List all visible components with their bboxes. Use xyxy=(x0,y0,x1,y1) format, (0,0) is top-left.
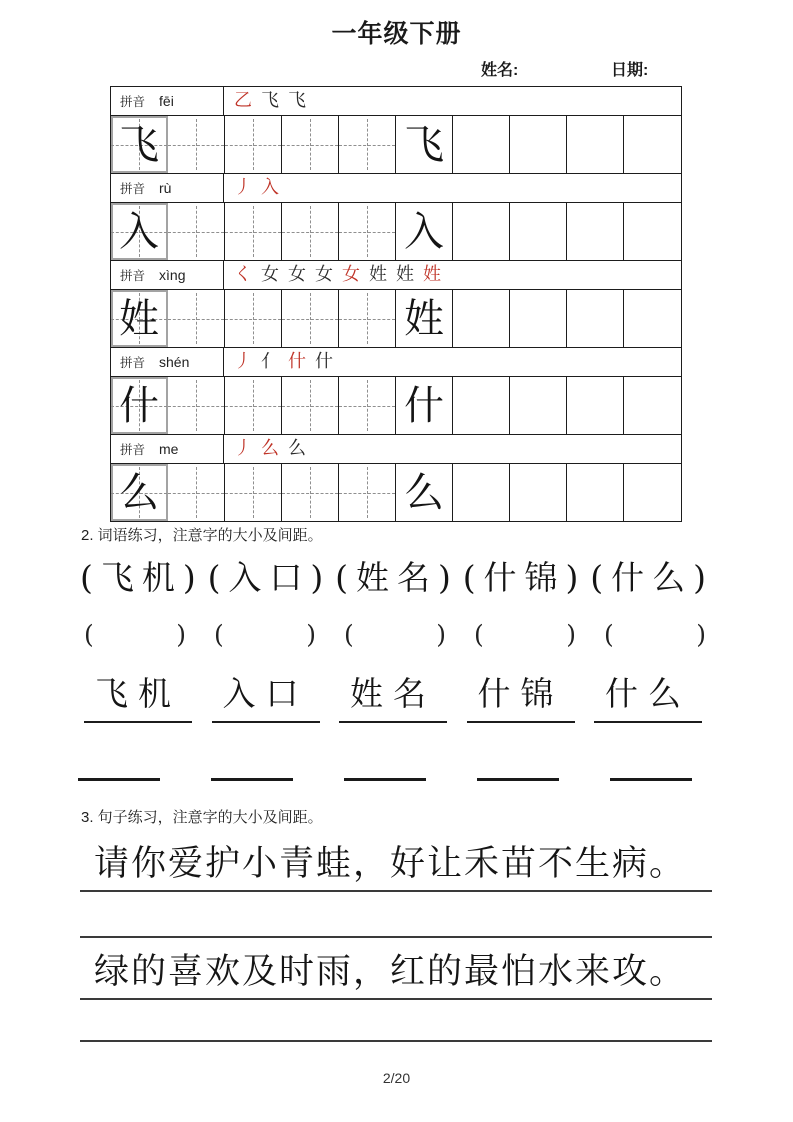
practice-cells-row xyxy=(111,290,681,348)
model-character: 入 xyxy=(404,208,444,255)
pinyin-cell xyxy=(111,87,224,115)
page-title: 一年级下册 xyxy=(331,20,462,48)
practice-cell xyxy=(510,377,567,434)
model-character: 什 xyxy=(404,382,444,429)
pinyin-header-row xyxy=(111,435,681,464)
open-paren: ( xyxy=(604,620,614,649)
stroke-step: 丿 xyxy=(234,351,252,372)
model-character-cell xyxy=(396,116,453,173)
stroke-step: 女 xyxy=(261,264,279,285)
name-date-row xyxy=(0,57,793,79)
underlined-word: 飞机 xyxy=(84,668,192,723)
practice-cell xyxy=(510,203,567,260)
close-paren: ) xyxy=(306,620,316,649)
practice-cell xyxy=(339,290,396,347)
character-group-xìng xyxy=(111,261,681,348)
practice-cell xyxy=(567,464,624,521)
practice-cell xyxy=(567,290,624,347)
section2-heading: 2. 词语练习，注意字的大小及间距。 xyxy=(81,527,323,544)
open-paren: ( xyxy=(84,620,94,649)
model-character: 飞 xyxy=(404,121,444,168)
practice-cell xyxy=(168,116,225,173)
practice-cell xyxy=(453,203,510,260)
practice-cell xyxy=(453,116,510,173)
close-paren: ) xyxy=(566,620,576,649)
pinyin-cell xyxy=(111,348,224,376)
practice-cell xyxy=(282,464,339,521)
sentence-line-2 xyxy=(80,948,712,1000)
page-number: 2/20 xyxy=(382,1070,411,1086)
word-in-parens: (什么) xyxy=(590,558,714,597)
model-character: 入 xyxy=(119,208,159,255)
model-character: 什 xyxy=(119,382,159,429)
practice-cell xyxy=(453,464,510,521)
empty-paren-pair xyxy=(214,620,316,649)
empty-word-line xyxy=(211,778,293,781)
model-character-cell xyxy=(111,116,168,173)
stroke-step: 姓 xyxy=(396,264,414,285)
section3-heading: 3. 句子练习，注意字的大小及间距。 xyxy=(81,809,323,826)
stroke-order-cell xyxy=(224,174,681,202)
empty-paren-pair xyxy=(474,620,576,649)
practice-cells-row xyxy=(111,464,681,521)
stroke-step: 入 xyxy=(261,177,279,198)
practice-cell xyxy=(225,464,282,521)
model-character: 么 xyxy=(119,469,159,516)
empty-writing-lines-row xyxy=(78,778,692,781)
practice-cell xyxy=(624,377,681,434)
stroke-step: 么 xyxy=(288,438,306,459)
stroke-step: 女 xyxy=(342,264,360,285)
model-character: 姓 xyxy=(404,295,444,342)
stroke-step: 什 xyxy=(315,351,333,372)
practice-cell xyxy=(225,203,282,260)
practice-cell xyxy=(567,203,624,260)
stroke-step: 亻 xyxy=(261,351,279,372)
pinyin-header-row xyxy=(111,174,681,203)
stroke-order-cell xyxy=(224,261,681,289)
open-paren: ( xyxy=(474,620,484,649)
stroke-order-cell xyxy=(224,348,681,376)
character-group-shén xyxy=(111,348,681,435)
practice-cell xyxy=(510,290,567,347)
empty-word-line xyxy=(477,778,559,781)
open-paren: ( xyxy=(344,620,354,649)
pinyin-value: shén xyxy=(159,354,190,370)
stroke-step: 飞 xyxy=(288,90,306,111)
practice-cell xyxy=(624,116,681,173)
practice-cell xyxy=(168,290,225,347)
stroke-step: 丿 xyxy=(234,177,252,198)
model-character-cell xyxy=(111,464,168,521)
stroke-step: 什 xyxy=(288,351,306,372)
practice-cell xyxy=(168,377,225,434)
sentence-line-1 xyxy=(80,840,712,892)
empty-paren-pair xyxy=(84,620,186,649)
practice-cell xyxy=(225,290,282,347)
practice-cell xyxy=(339,377,396,434)
empty-paren-pair xyxy=(344,620,446,649)
model-character-cell xyxy=(111,290,168,347)
practice-cells-row xyxy=(111,203,681,261)
practice-cell xyxy=(624,464,681,521)
stroke-step: 女 xyxy=(315,264,333,285)
practice-cell xyxy=(567,116,624,173)
pinyin-value: me xyxy=(159,441,179,457)
model-character-cell xyxy=(396,203,453,260)
model-character: 姓 xyxy=(119,295,159,342)
pinyin-label: 拼音 xyxy=(120,95,146,109)
open-paren: ( xyxy=(214,620,224,649)
practice-cell xyxy=(624,203,681,260)
pinyin-label: 拼音 xyxy=(120,269,146,283)
pinyin-label: 拼音 xyxy=(120,443,146,457)
sentence-1-text: 请你爱护小青蛙，好让禾苗不生病。 xyxy=(94,844,687,884)
sentence-2-text: 绿的喜欢及时雨，红的最怕水来攻。 xyxy=(94,952,687,992)
pinyin-cell xyxy=(111,435,224,463)
empty-word-line xyxy=(344,778,426,781)
empty-word-line xyxy=(610,778,692,781)
date-label: 日期: xyxy=(611,62,649,79)
model-character-cell xyxy=(396,290,453,347)
pinyin-cell xyxy=(111,174,224,202)
empty-sentence-line-1 xyxy=(80,936,712,938)
stroke-step: 姓 xyxy=(423,264,441,285)
practice-cell xyxy=(567,377,624,434)
character-practice-table xyxy=(110,86,682,522)
practice-cell xyxy=(282,116,339,173)
character-group-me xyxy=(111,435,681,521)
practice-cell xyxy=(282,203,339,260)
words-in-parentheses-row xyxy=(80,552,714,599)
stroke-step: 丿 xyxy=(234,438,252,459)
empty-parentheses-row xyxy=(84,620,706,649)
stroke-order-cell xyxy=(224,87,681,115)
practice-cell xyxy=(624,290,681,347)
character-group-rù xyxy=(111,174,681,261)
close-paren: ) xyxy=(696,620,706,649)
empty-paren-pair xyxy=(604,620,706,649)
word-in-parens: (飞机) xyxy=(80,558,204,597)
model-character: 么 xyxy=(404,469,444,516)
practice-cell xyxy=(282,290,339,347)
stroke-step: 女 xyxy=(288,264,306,285)
pinyin-header-row xyxy=(111,87,681,116)
practice-cell xyxy=(168,203,225,260)
empty-word-line xyxy=(78,778,160,781)
practice-cells-row xyxy=(111,116,681,174)
stroke-step: く xyxy=(234,264,252,285)
word-in-parens: (什锦) xyxy=(462,558,587,597)
stroke-step: 乙 xyxy=(234,90,252,111)
practice-cell xyxy=(225,377,282,434)
close-paren: ) xyxy=(436,620,446,649)
model-character-cell xyxy=(111,377,168,434)
model-character-cell xyxy=(396,377,453,434)
practice-cell xyxy=(453,290,510,347)
stroke-step: 姓 xyxy=(369,264,387,285)
model-character: 飞 xyxy=(119,121,159,168)
pinyin-value: fēi xyxy=(159,93,174,109)
underlined-word: 什锦 xyxy=(467,668,575,723)
pinyin-header-row xyxy=(111,261,681,290)
practice-cell xyxy=(510,464,567,521)
close-paren: ) xyxy=(176,620,186,649)
practice-cell xyxy=(453,377,510,434)
pinyin-value: xìng xyxy=(159,267,186,283)
word-in-parens: (姓名) xyxy=(335,558,459,597)
practice-cells-row xyxy=(111,377,681,435)
practice-cell xyxy=(339,116,396,173)
practice-cell xyxy=(282,377,339,434)
stroke-step: 么 xyxy=(261,438,279,459)
pinyin-value: rù xyxy=(159,180,172,196)
underlined-word: 什么 xyxy=(594,668,702,723)
stroke-order-cell xyxy=(224,435,681,463)
pinyin-header-row xyxy=(111,348,681,377)
empty-sentence-line-2 xyxy=(80,1040,712,1042)
practice-cell xyxy=(510,116,567,173)
practice-cell xyxy=(339,464,396,521)
word-in-parens: (入口) xyxy=(207,558,332,597)
practice-cell xyxy=(168,464,225,521)
practice-cell xyxy=(339,203,396,260)
underlined-word: 姓名 xyxy=(339,668,447,723)
underlined-word: 入口 xyxy=(212,668,320,723)
practice-cell xyxy=(225,116,282,173)
character-group-fēi xyxy=(111,87,681,174)
underlined-words-row xyxy=(84,668,702,723)
pinyin-label: 拼音 xyxy=(120,356,146,370)
model-character-cell xyxy=(396,464,453,521)
pinyin-cell xyxy=(111,261,224,289)
model-character-cell xyxy=(111,203,168,260)
stroke-step: 飞 xyxy=(261,90,279,111)
pinyin-label: 拼音 xyxy=(120,182,146,196)
name-label: 姓名: xyxy=(481,62,519,79)
